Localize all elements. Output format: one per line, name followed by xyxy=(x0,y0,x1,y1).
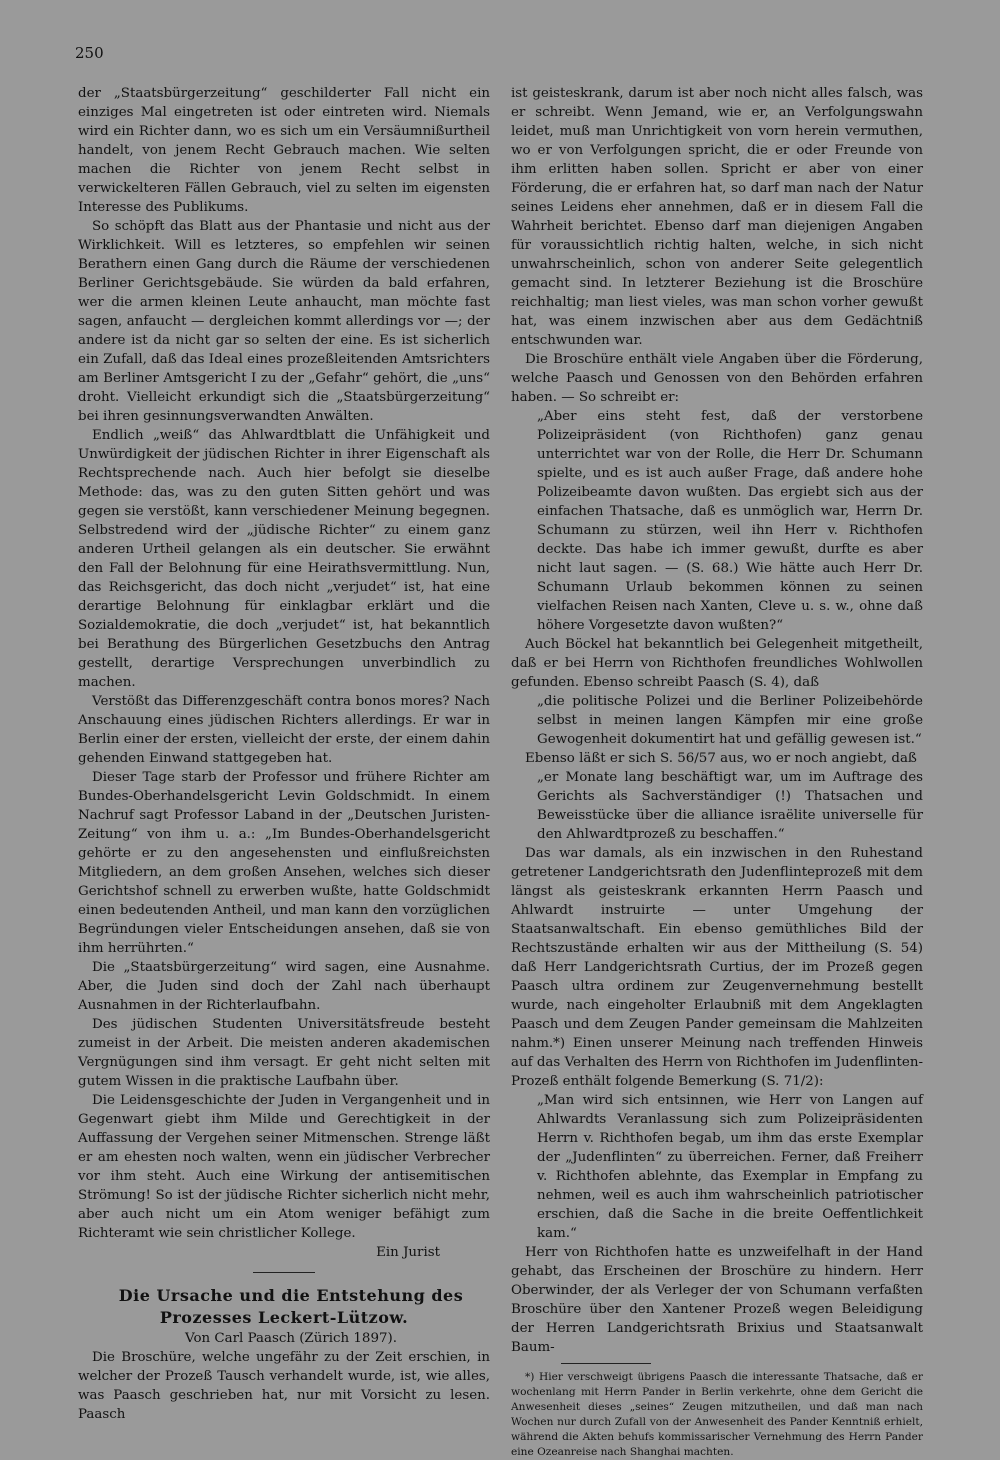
paragraph: Des jüdischen Studenten Universitätsfreude besteht zumeist in der Arbeit. Die meisten anderen akademischen Vergnügungen sind ihm versagt. Er geht nicht selten mit gutem Wissen in die praktische Laufbahn über. xyxy=(78,1017,490,1089)
paragraph: Endlich „weiß“ das Ahlwardtblatt die Unfähigkeit und Unwürdigkeit der jüdischen Richter in ihrer Eigenschaft als Rechtsprechende nach. Auch hier befolgt sie dieselbe Methode: das, was zu den guten Sitten gehört und was gegen sie verstößt, kann verschiedener Meinung begegnen. Selbstredend wird der „jüdische Richter“ zu einem ganz anderen Urtheil gelangen als ein deutscher. Sie erwähnt den Fall der Belohnung für eine Heirathsvermittlung. Nun, das Reichsgericht, das doch nicht „verjudet“ ist, hat eine derartige Belohnung für einklagbar erklärt und die Sozialdemokratie, die doch „verjudet“ ist, hat bekanntlich bei Berathung des Bürgerlichen Gesetzbuchs den Antrag gestellt, derartige Versprechungen unverbindlich zu machen. xyxy=(78,428,490,690)
footnote: *) Hier verschweigt übrigens Paasch die interessante Thatsache, daß er wochenlang mit Herrn Pander in Berlin verkehrte, ohne dem Gericht die Anwesenheit dieses „seines“ Zeugen mitzutheilen, und daß man nach Wochen nur durch Zufall von der Anwesenheit des Pander Kenntniß erhielt, während die Akten behufs kommissarischer Vernehmung des Herrn Pander eine Ozeanreise nach Shanghai machten. xyxy=(511,1371,923,1458)
paragraph: Verstößt das Differenzgeschäft contra bonos mores? Nach Anschauung eines jüdischen Richters allerdings. Er war in Berlin einer der ersten, vielleicht der erste, der einem dahin gehenden Einwand stattgegeben hat. xyxy=(78,694,490,766)
article-byline: Von Carl Paasch (Zürich 1897). xyxy=(185,1331,397,1346)
footnote-divider xyxy=(561,1363,651,1364)
left-column xyxy=(78,84,490,1424)
article-title: Die Ursache und die Entstehung des Prozesses Leckert-Lützow. xyxy=(118,1286,464,1327)
block-quote: „Man wird sich entsinnen, wie Herr von Langen auf Ahlwardts Veranlassung sich zum Polizeipräsidenten Herrn v. Richthofen begab, um ihm das erste Exemplar der „Judenflinten“ zu überreichen. Ferner, daß Freiherr v. Richthofen ablehnte, das Exemplar in Empfang zu nehmen, weil es auch ihm wahrscheinlich patriotischer erschien, daß die Sache in die breite Oeffentlichkeit kam.“ xyxy=(537,1093,923,1241)
paragraph: Die „Staatsbürgerzeitung“ wird sagen, eine Ausnahme. Aber, die Juden sind doch der Zahl nach überhaupt Ausnahmen in der Richterlaufbahn. xyxy=(78,960,490,1013)
paragraph: Dieser Tage starb der Professor und frühere Richter am Bundes-Oberhandelsgericht Levin Goldschmidt. In einem Nachruf sagt Professor Laband in der „Deutschen Juristen-Zeitung“ von ihm u. a.: „Im Bundes-Oberhandelsgericht gehörte er zu den angesehensten und einflußreichsten Mitgliedern, an dem großen Ansehen, welches sich dieser Gerichtshof schnell zu erwerben wußte, hatte Goldschmidt einen bedeutenden Antheil, und man kann den vorzüglichen Begründungen vieler Entscheidungen ansehen, daß sie von ihm herrührten.“ xyxy=(78,770,490,956)
block-quote: „Aber eins steht fest, daß der verstorbene Polizeipräsident (von Richthofen) ganz genau unterrichtet war von der Rolle, die Herr Dr. Schumann spielte, und es ist auch außer Frage, daß andere hohe Polizeibeamte davon wußten. Das ergiebt sich aus der einfachen Thatsache, daß es unmöglich war, Herrn Dr. Schumann zu stürzen, weil ihn Herr v. Richthofen deckte. Das habe ich immer gewußt, durfte es aber nicht laut sagen. — (S. 68.) Wie hätte auch Herr Dr. Schumann Urlaub bekommen können zu seinen vielfachen Reisen nach Xanten, Cleve u. s. w., ohne daß höhere Vorgesetzte davon wußten?“ xyxy=(537,409,923,633)
paragraph: ist geisteskrank, darum ist aber noch nicht alles falsch, was er schreibt. Wenn Jemand, wie er, an Verfolgungswahn leidet, muß man Unrichtigkeit von vorn herein vermuthen, wo er von Verfolgungen spricht, die er oder Freunde von ihm erlitten haben sollen. Spricht er aber von einer Förderung, die er erfahren hat, so darf man nach der Natur seines Leidens eher annehmen, daß er in diesem Fall die Wahrheit berichtet. Ebenso darf man diejenigen Angaben für voraussichtlich richtig halten, welche, in sich nicht unwahrscheinlich, schon von anderer Seite gelegentlich gemacht sind. In letzterer Beziehung ist die Broschüre reichhaltig; man liest vieles, was man schon vorher gewußt hat, was einem inzwischen aber aus dem Gedächtniß entschwunden war. xyxy=(511,86,923,348)
paragraph: So schöpft das Blatt aus der Phantasie und nicht aus der Wirklichkeit. Will es letzteres, so empfehlen wir seinen Berathern einen Gang durch die Räume der verschiedenen Berliner Gerichtsgebäude. Sie würden da bald erfahren, wer die armen kleinen Leute anhaucht, man möchte fast sagen, anfaucht — dergleichen kommt allerdings vor —; der andere ist da nicht gar so selten der eine. Es ist sicherlich ein Zufall, daß das Ideal eines prozeßleitenden Amtsrichters am Berliner Amtsgericht I zu der „Gefahr“ gehört, die „uns“ droht. Vielleicht erkundigt sich die „Staatsbürgerzeitung“ bei ihren gesinnungsverwandten Anwälten. xyxy=(78,219,490,424)
paragraph: Auch Böckel hat bekanntlich bei Gelegenheit mitgetheilt, daß er bei Herrn von Richthofen freundliches Wohlwollen gefunden. Ebenso schreibt Paasch (S. 4), daß xyxy=(511,637,923,690)
paragraph: Die Broschüre enthält viele Angaben über die Förderung, welche Paasch und Genossen von den Behörden erfahren haben. — So schreibt er: xyxy=(511,352,923,405)
block-quote: „die politische Polizei und die Berliner Polizeibehörde selbst in meinen langen Kämpfen mir eine große Gewogenheit dokumentirt hat und gefällig gewesen ist.“ xyxy=(537,694,923,747)
paragraph: Die Broschüre, welche ungefähr zu der Zeit erschien, in welcher der Prozeß Tausch verhandelt wurde, ist, wie alles, was Paasch geschrieben hat, nur mit Vorsicht zu lesen. Paasch xyxy=(78,1350,490,1422)
page-number: 250 xyxy=(75,44,104,62)
paragraph: der „Staatsbürgerzeitung“ geschilderter Fall nicht ein einziges Mal eingetreten ist oder eintreten wird. Niemals wird ein Richter dann, wo es sich um ein Versäumnißurtheil handelt, von jenem Recht Gebrauch machen. Wie selten machen die Richter von jenem Recht selbst in verwickelteren Fällen Gebrauch, viel zu selten im eigensten Interesse des Publikums. xyxy=(78,86,490,215)
paragraph: Die Leidensgeschichte der Juden in Vergangenheit und in Gegenwart giebt ihm Milde und Gerechtigkeit in der Auffassung der Vergehen seiner Mitmenschen. Strenge läßt er am ehesten noch walten, wenn ein jüdischer Verbrecher vor ihm steht. Auch eine Wirkung der antisemitischen Strömung! So ist der jüdische Richter sicherlich nicht mehr, aber auch nicht um ein Atom weniger befähigt zum Richteramt wie sein christlicher Kollege. xyxy=(78,1093,490,1241)
right-column xyxy=(511,84,923,1460)
paragraph: Herr von Richthofen hatte es unzweifelhaft in der Hand gehabt, das Erscheinen der Broschüre zu hindern. Herr Oberwinder, der als Verleger der von Schumann verfaßten Broschüre über den Xantener Prozeß wegen Beleidigung der Herren Landgerichtsrath Brixius und Staatsanwalt Baum- xyxy=(511,1245,923,1355)
author-signature: Ein Jurist xyxy=(376,1245,440,1260)
section-divider xyxy=(253,1272,315,1273)
paragraph: Das war damals, als ein inzwischen in den Ruhestand getretener Landgerichtsrath den Judenflinteprozeß mit dem längst als geisteskrank erkannten Herrn Paasch und Ahlwardt instruirte — unter Umgehung der Staatsanwaltschaft. Ein ebenso gemüthliches Bild der Rechtszustände erhalten wir aus der Mittheilung (S. 54) daß Herr Landgerichtsrath Curtius, der im Prozeß gegen Paasch ultra ordinem zur Zeugenvernehmung bestellt wurde, nach eingeholter Erlaubniß mit dem Angeklagten Paasch und dem Zeugen Pander gemeinsam die Mahlzeiten nahm.*) Einen unserer Meinung nach treffenden Hinweis auf das Verhalten des Herrn von Richthofen im Judenflinten-Prozeß enthält folgende Bemerkung (S. 71/2): xyxy=(511,846,923,1089)
paragraph: Ebenso läßt er sich S. 56/57 aus, wo er noch angiebt, daß xyxy=(525,751,917,766)
block-quote: „er Monate lang beschäftigt war, um im Auftrage des Gerichts als Sachverständiger (!) Thatsachen und Beweisstücke über die alliance israëlite universelle für den Ahlwardtprozeß zu beschaffen.“ xyxy=(537,770,923,842)
